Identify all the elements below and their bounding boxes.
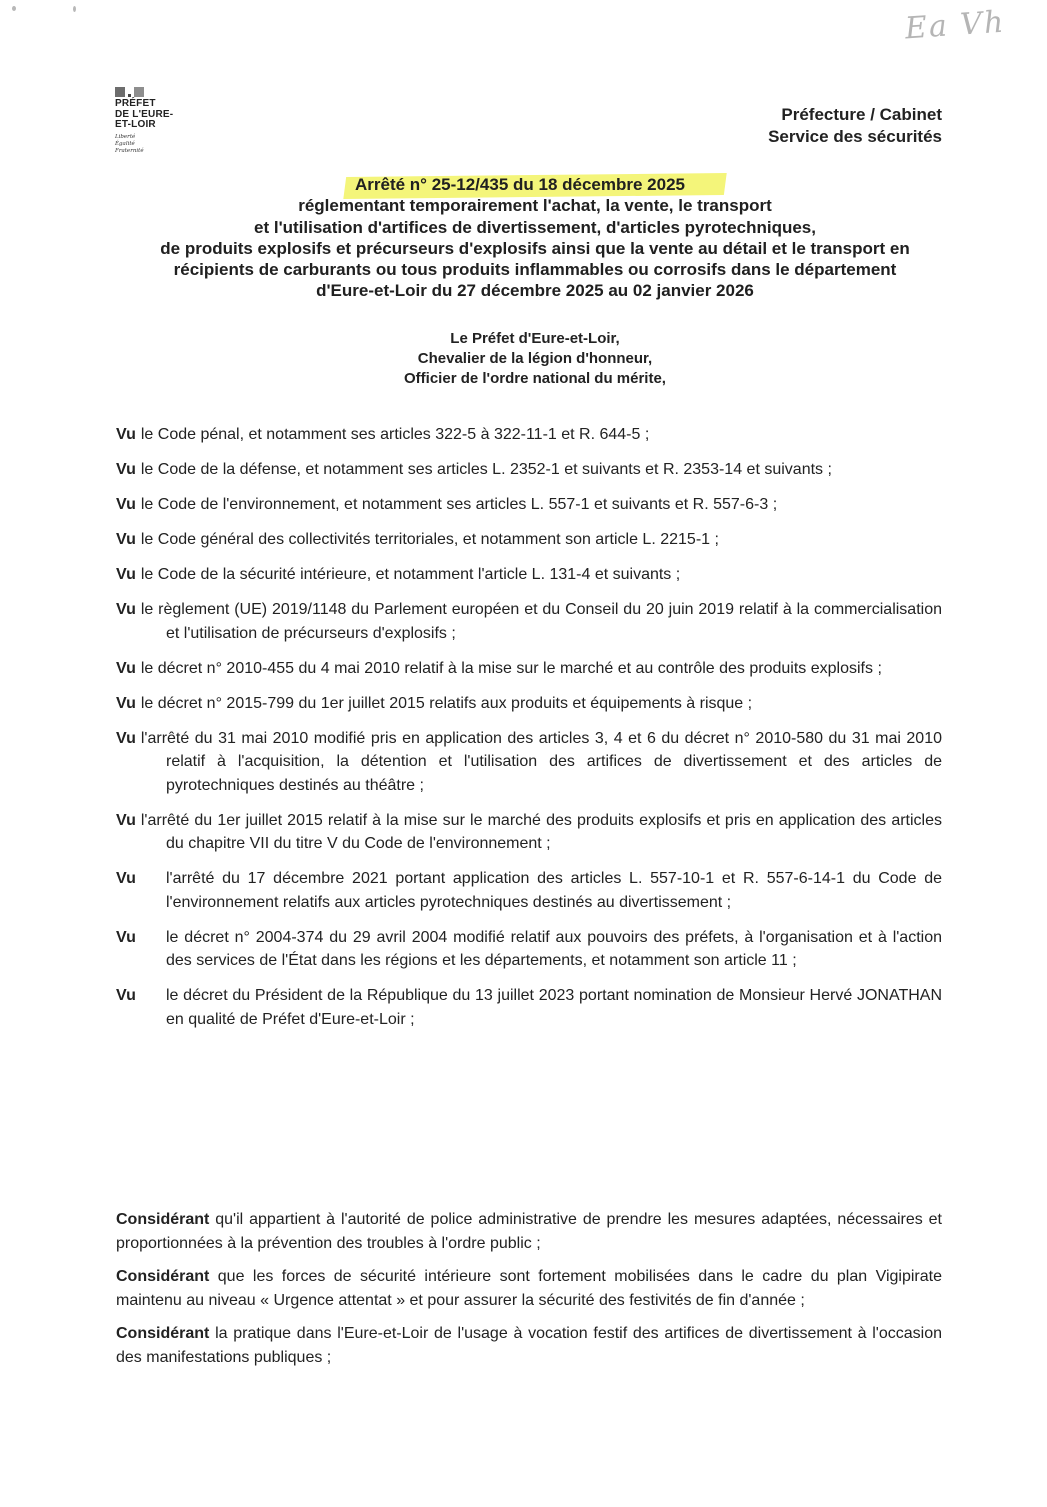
considerants-list	[116, 1208, 942, 1379]
prefecture-logo	[115, 85, 205, 155]
considerant-item: Considérant qu'il appartient à l'autorité de police administrative de prendre les mesures adaptées, nécessaires et proportionnées à la prévention des troubles à l'ordre public ;	[116, 1211, 942, 1252]
visa-item: Vu l'arrêté du 17 décembre 2021 portant application des articles L. 557-10-1 et R. 557-6-14-1 du Code de l'environnement relatifs aux articles pyrotechniques destinés au divertissement ;	[116, 870, 942, 911]
logo-name: PRÉFET DE L'EURE- ET-LOIR	[115, 98, 174, 130]
visa-item: Vu le Code de l'environnement, et notamment ses articles L. 557-1 et suivants et R. 557-6-3 ;	[116, 496, 778, 513]
considerant-item: Considérant la pratique dans l'Eure-et-Loir de l'usage à vocation festif des artifices de divertissement à l'occasion des manifestations publiques ;	[116, 1325, 943, 1366]
visa-item: Vu le Code pénal, et notamment ses articles 322-5 à 322-11-1 et R. 644-5 ;	[116, 426, 650, 443]
visa-item: Vu le décret n° 2015-799 du 1er juillet 2015 relatifs aux produits et équipements à risque ;	[116, 694, 753, 712]
visa-item: Vu le règlement (UE) 2019/1148 du Parlement européen et du Conseil du 20 juin 2019 relatif à la commercialisation et l'utilisation de précurseurs d'explosifs ;	[116, 601, 942, 642]
marianne-logo-icon	[115, 85, 205, 97]
title-line: récipients de carburants ou tous produits inflammables ou corrosifs dans le département	[173, 260, 897, 280]
title-line: d'Eure-et-Loir du 27 décembre 2025 au 02 janvier 2026	[316, 281, 754, 301]
visa-item: Vu l'arrêté du 1er juillet 2015 relatif à la mise sur le marché des produits explosifs et pris en application des articles du chapitre VII du titre V du Code de l'environnement ;	[116, 811, 942, 852]
service-line-1: Préfecture / Cabinet	[781, 105, 942, 124]
service-line-2: Service des sécurités	[768, 127, 942, 146]
visa-item: Vu l'arrêté du 31 mai 2010 modifié pris en application des articles 3, 4 et 6 du décret n° 2010-580 du 31 mai 2010 relatif à l'acquisition, la détention et l'utilisation des artifices de divertissement et des articles de pyrotechniques destinés au théâtre ;	[116, 729, 942, 794]
visa-item: Vu le décret du Président de la République du 13 juillet 2023 portant nomination de Monsieur Hervé JONATHAN en qualité de Préfet d'Eure-et-Loir ;	[116, 987, 942, 1028]
title-line: et l'utilisation d'artifices de divertissement, d'articles pyrotechniques,	[254, 217, 816, 237]
decree-title	[60, 174, 1010, 302]
visa-item: Vu le décret n° 2004-374 du 29 avril 2004 modifié relatif aux pouvoirs des préfets, à l'organisation et à l'action des services de l'État dans les régions et les départements, et notamment son article 11 ;	[116, 928, 942, 969]
logo-motto: Liberté Égalité Fraternité	[115, 133, 144, 154]
prefet-line: Officier de l'ordre national du mérite,	[404, 370, 666, 387]
visas-list	[116, 423, 942, 1043]
handwritten-initials: Ea Vh	[903, 4, 1007, 47]
considerant-item: Considérant que les forces de sécurité intérieure sont fortement mobilisées dans le cadre du plan Vigipirate maintenu au niveau « Urgence attentat » et pour assurer la sécurité des festivités de fin d'année ;	[116, 1268, 942, 1309]
scan-speck	[73, 6, 76, 12]
scan-speck	[12, 6, 16, 11]
visa-item: Vu le Code général des collectivités territoriales, et notamment son article L. 2215-1 ;	[116, 531, 719, 548]
service-header	[768, 104, 942, 148]
prefet-titles	[60, 329, 1010, 389]
visa-item: Vu le Code de la défense, et notamment ses articles L. 2352-1 et suivants et R. 2353-14 et suivants ;	[116, 461, 832, 478]
visa-item: Vu le décret n° 2010-455 du 4 mai 2010 relatif à la mise sur le marché et au contrôle des produits explosifs ;	[116, 659, 882, 677]
title-line: de produits explosifs et précurseurs d'explosifs ainsi que la vente au détail et le transport en	[160, 238, 910, 258]
title-line: réglementant temporairement l'achat, la vente, le transport	[298, 196, 772, 216]
prefet-line: Le Préfet d'Eure-et-Loir,	[450, 330, 620, 347]
decree-number: Arrêté n° 25-12/435 du 18 décembre 2025	[345, 174, 725, 195]
visa-item: Vu le Code de la sécurité intérieure, et notamment l'article L. 131-4 et suivants ;	[116, 566, 681, 583]
prefet-line: Chevalier de la légion d'honneur,	[417, 350, 653, 367]
